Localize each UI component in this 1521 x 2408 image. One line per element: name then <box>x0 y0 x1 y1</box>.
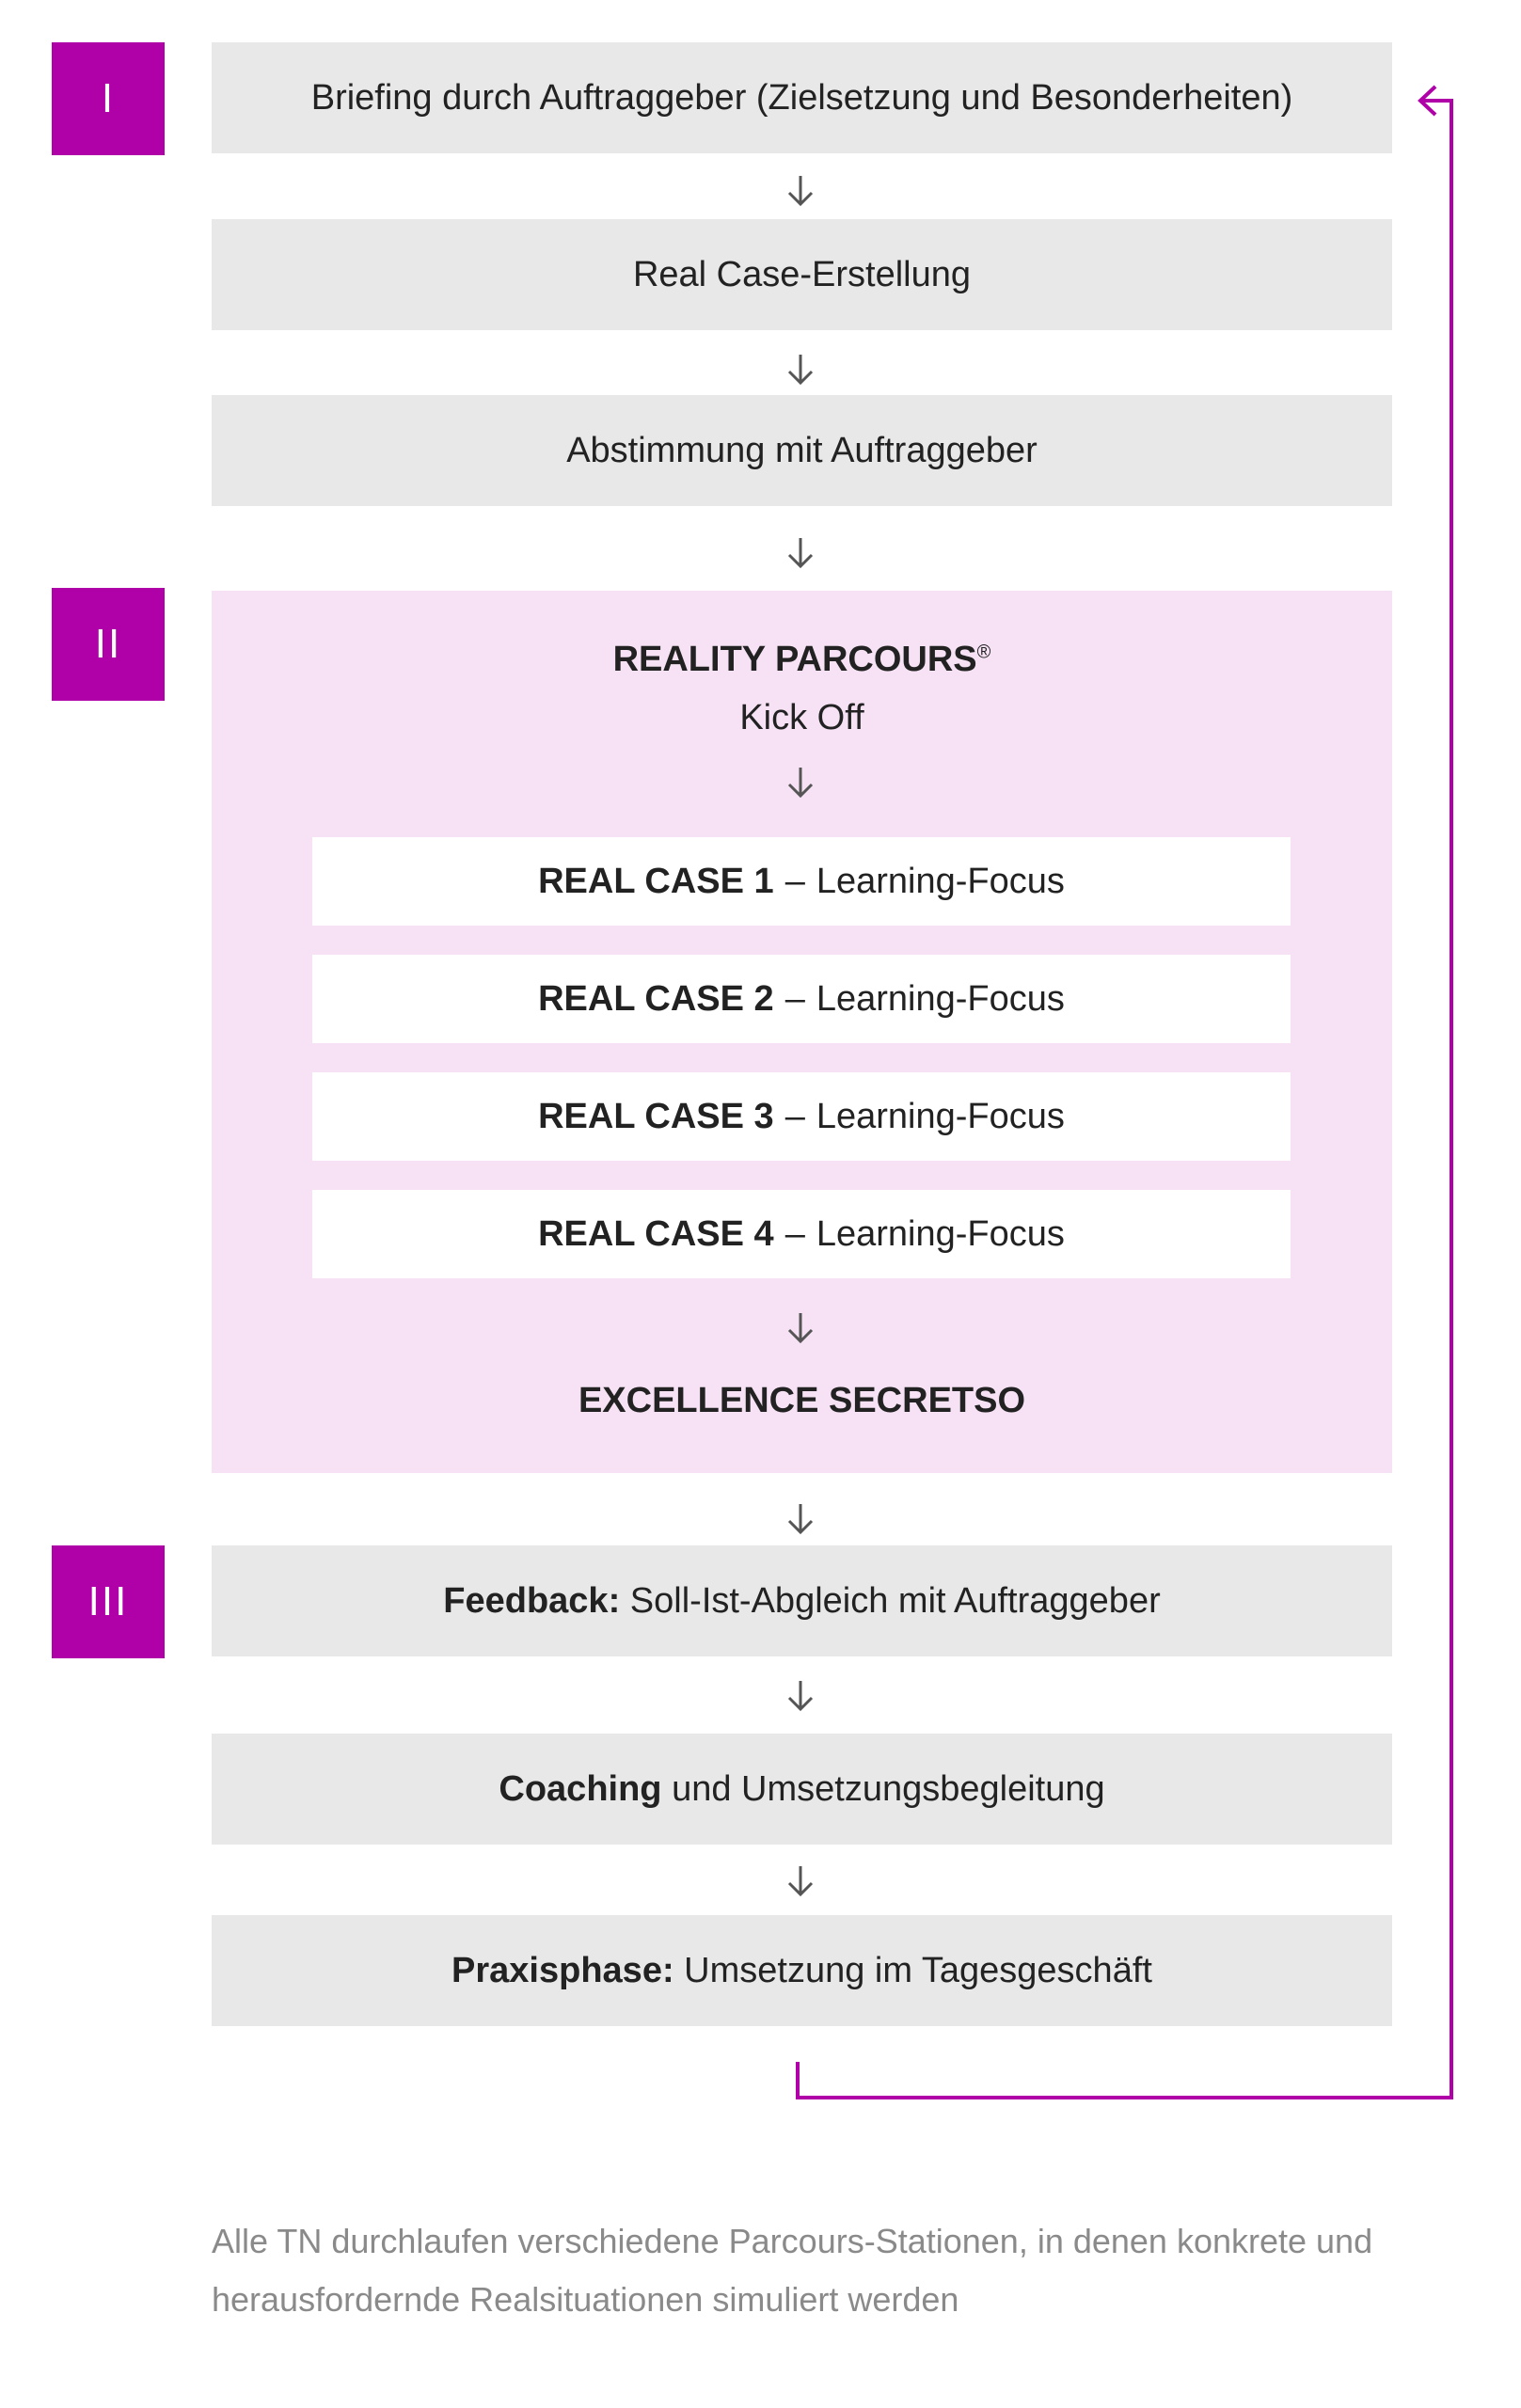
parcours-title-text: REALITY PARCOURS <box>612 640 977 679</box>
real-case-focus: Learning-Focus <box>816 1213 1065 1254</box>
step-practice-bold: Praxisphase: <box>452 1950 674 1990</box>
step-coaching-rest: und Umsetzungsbegleitung <box>672 1768 1105 1809</box>
phase-badge-2: II <box>52 588 165 701</box>
real-case-name: REAL CASE 2 <box>538 978 774 1019</box>
excellence-secrets-label: EXCELLENCE SECRETSO <box>578 1381 1026 1420</box>
step-alignment-label: Abstimmung mit Auftraggeber <box>566 430 1038 470</box>
real-case-focus: Learning-Focus <box>816 861 1065 901</box>
real-case-separator: – <box>784 861 805 901</box>
phase-badge-1: I <box>52 42 165 155</box>
real-case-focus: Learning-Focus <box>816 1096 1065 1136</box>
registered-mark: ® <box>976 642 991 663</box>
phase-badge-3: III <box>52 1545 165 1658</box>
real-case-name: REAL CASE 1 <box>538 861 774 901</box>
kickoff-label: Kick Off <box>739 698 864 737</box>
footnote-text: Alle TN durchlaufen verschiedene Parcours-Stationen, in denen konkrete und herausfordernde Realsituationen simuliert werden <box>212 2222 1373 2319</box>
real-case-name: REAL CASE 3 <box>538 1096 774 1136</box>
real-case-name: REAL CASE 4 <box>538 1213 774 1254</box>
step-briefing-label: Briefing durch Auftraggeber (Zielsetzung und Besonderheiten) <box>310 77 1293 118</box>
real-case-separator: – <box>784 1213 805 1254</box>
step-feedback-rest: Soll-Ist-Abgleich mit Auftraggeber <box>629 1580 1161 1621</box>
step-real-case-creation-label: Real Case-Erstellung <box>632 254 972 294</box>
step-practice-rest: Umsetzung im Tagesgeschäft <box>684 1950 1152 1990</box>
real-case-separator: – <box>784 1096 805 1136</box>
real-case-focus: Learning-Focus <box>816 978 1065 1019</box>
step-feedback-bold: Feedback: <box>443 1580 621 1621</box>
real-case-separator: – <box>784 978 805 1019</box>
step-coaching-bold: Coaching <box>499 1768 662 1809</box>
